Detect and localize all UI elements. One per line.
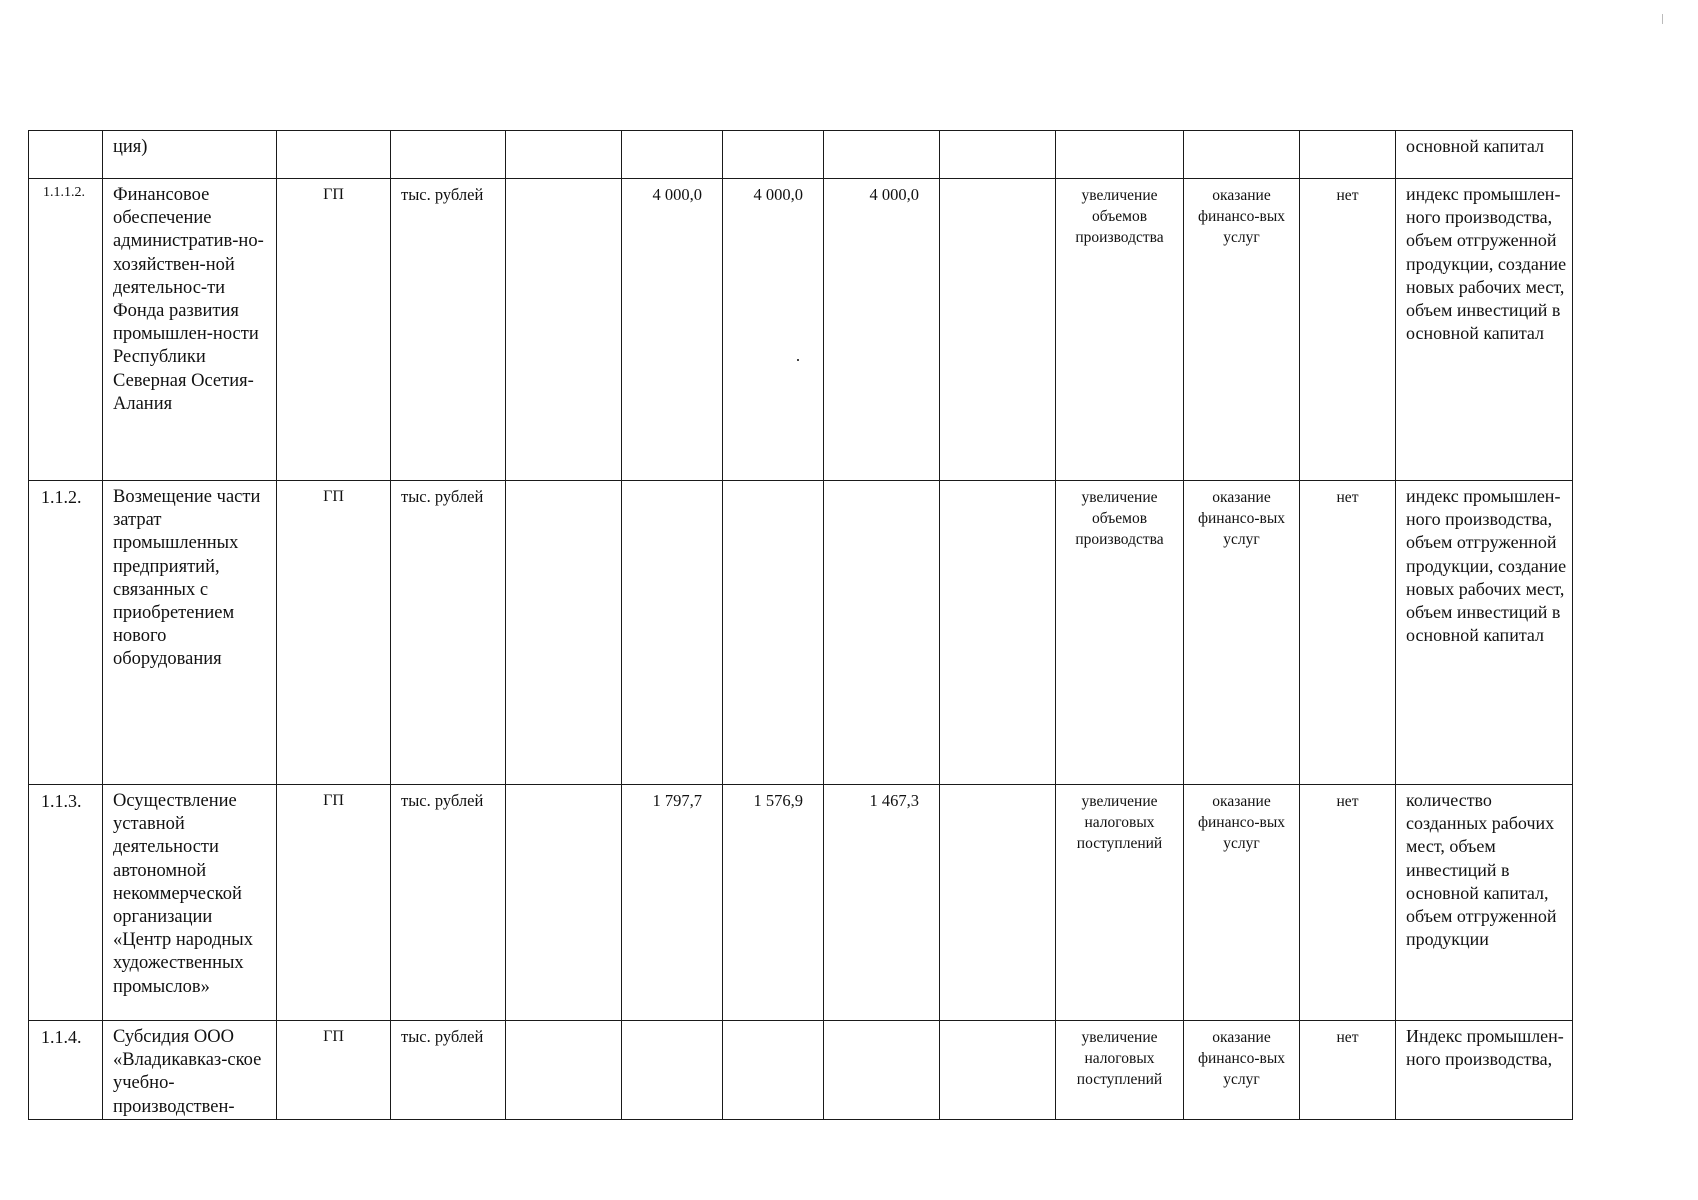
table-row — [29, 131, 1573, 179]
cell-service — [1184, 131, 1300, 179]
cell-resp: ГП — [277, 179, 391, 481]
cell-v5 — [940, 179, 1056, 481]
cell-flag: нет — [1300, 179, 1396, 481]
cell-num: 1.1.3. — [29, 785, 103, 1021]
cell-service: оказание финансо-вых услуг — [1184, 179, 1300, 481]
cell-v5 — [940, 131, 1056, 179]
table-row — [29, 481, 1573, 785]
cell-v2 — [622, 131, 723, 179]
cell-num: 1.1.4. — [29, 1021, 103, 1120]
cell-v5 — [940, 1021, 1056, 1120]
cell-resp — [277, 131, 391, 179]
cell-service: оказание финансо-вых услуг — [1184, 481, 1300, 785]
cell-v4 — [824, 481, 940, 785]
cell-v3 — [723, 1021, 824, 1120]
cell-indicator: количество созданных рабочих мест, объем инвестиций в основной капитал, объем отгруженной продукции — [1396, 785, 1573, 1021]
cell-v2 — [622, 481, 723, 785]
cell-v3: 4 000,0 — [723, 179, 824, 481]
cell-num: 1.1.1.2. — [29, 179, 103, 481]
cell-v4 — [824, 1021, 940, 1120]
table-row — [29, 1021, 1573, 1120]
cell-v3 — [723, 131, 824, 179]
cell-name: Финансовое обеспечение административ-но-хозяйствен-ной деятельнос-ти Фонда развития промышлен-ности Республики Северная Осетия-Алания — [103, 179, 277, 481]
cell-effect — [1056, 131, 1184, 179]
cell-service: оказание финансо-вых услуг — [1184, 785, 1300, 1021]
cell-indicator: основной капитал — [1396, 131, 1573, 179]
cell-v1 — [506, 785, 622, 1021]
scan-speck — [797, 359, 799, 361]
cell-indicator: индекс промышлен-ного производства, объем отгруженной продукции, создание новых рабочих мест, объем инвестиций в основной капитал — [1396, 481, 1573, 785]
cell-service: оказание финансо-вых услуг — [1184, 1021, 1300, 1120]
cell-flag — [1300, 131, 1396, 179]
cell-unit: тыс. рублей — [391, 785, 506, 1021]
cell-unit: тыс. рублей — [391, 179, 506, 481]
cell-v1 — [506, 1021, 622, 1120]
cell-v4 — [824, 131, 940, 179]
cell-name: Субсидия ООО «Владикавказ-ское учебно-производствен- — [103, 1021, 277, 1120]
cell-resp: ГП — [277, 1021, 391, 1120]
cell-name: Возмещение части затрат промышленных предприятий, связанных с приобретением нового оборудования — [103, 481, 277, 785]
cell-num: 1.1.2. — [29, 481, 103, 785]
cell-num — [29, 131, 103, 179]
table-row — [29, 179, 1573, 481]
cell-effect: увеличение объемов производства — [1056, 481, 1184, 785]
cell-unit — [391, 131, 506, 179]
cell-name: Осуществление уставной деятельности автономной некоммерческой организации «Центр народных художественных промыслов» — [103, 785, 277, 1021]
cell-name: ция) — [103, 131, 277, 179]
cell-effect: увеличение налоговых поступлений — [1056, 785, 1184, 1021]
cell-v5 — [940, 785, 1056, 1021]
cell-flag: нет — [1300, 1021, 1396, 1120]
cell-v4: 1 467,3 — [824, 785, 940, 1021]
cell-unit: тыс. рублей — [391, 481, 506, 785]
cell-effect: увеличение налоговых поступлений — [1056, 1021, 1184, 1120]
cell-v1 — [506, 179, 622, 481]
cell-v1 — [506, 481, 622, 785]
cell-v2: 1 797,7 — [622, 785, 723, 1021]
cell-flag: нет — [1300, 785, 1396, 1021]
cell-effect: увеличение объемов производства — [1056, 179, 1184, 481]
cell-v2 — [622, 1021, 723, 1120]
cell-resp: ГП — [277, 785, 391, 1021]
cell-indicator: индекс промышлен-ного производства, объем отгруженной продукции, создание новых рабочих мест, объем инвестиций в основной капитал — [1396, 179, 1573, 481]
cell-indicator: Индекс промышлен-ного производства, — [1396, 1021, 1573, 1120]
scan-mark — [1662, 14, 1663, 24]
cell-v3 — [723, 481, 824, 785]
cell-resp: ГП — [277, 481, 391, 785]
cell-v2: 4 000,0 — [622, 179, 723, 481]
cell-unit: тыс. рублей — [391, 1021, 506, 1120]
program-table — [28, 130, 1573, 1120]
cell-flag: нет — [1300, 481, 1396, 785]
table-row — [29, 785, 1573, 1021]
cell-v1 — [506, 131, 622, 179]
cell-v3: 1 576,9 — [723, 785, 824, 1021]
cell-v4: 4 000,0 — [824, 179, 940, 481]
cell-v5 — [940, 481, 1056, 785]
